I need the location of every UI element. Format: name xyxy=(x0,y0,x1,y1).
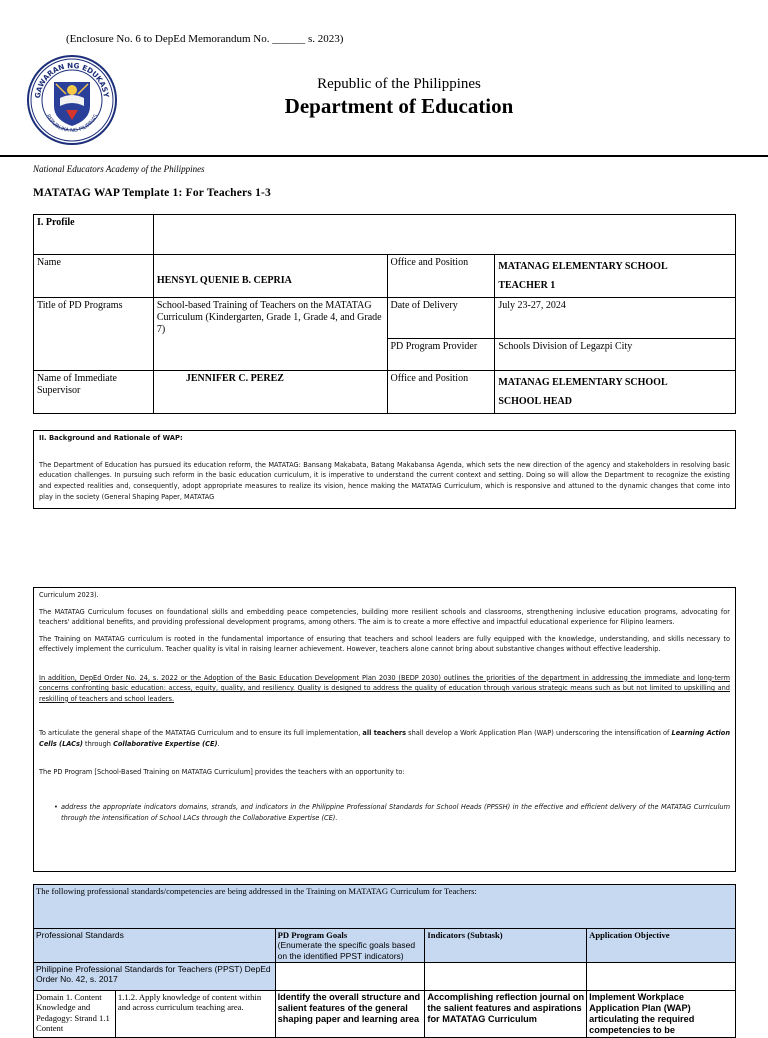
ppst-label: Philippine Professional Standards for Teachers (PPST) DepEd Order No. 42, s. 2017 xyxy=(34,963,276,991)
pd-title-label: Title of PD Programs xyxy=(34,298,154,371)
background-para1-cont: Curriculum 2023). xyxy=(39,591,99,599)
standards-intro: The following professional standards/competencies are being addressed in the Training on MATATAG Curriculum for Teachers: xyxy=(34,885,736,929)
sup-office-position-label: Office and Position xyxy=(387,371,495,414)
name-label: Name xyxy=(34,255,154,298)
col-application-objective: Application Objective xyxy=(587,929,736,963)
provider-label: PD Program Provider xyxy=(387,339,495,371)
background-para3: The Training on MATATAG curriculum is rooted in the fundamental importance of ensuring that teachers and school leaders are fully equipped with the knowledge, understanding, and skills necessary to effectively implement the curriculum. Teacher quality is vital in raising learner achievement. However, teachers alone cannot bring about substantive changes without effective leadership. xyxy=(39,634,730,654)
bullet-text: address the appropriate indicators domains, strands, and indicators in the Philippine Professional Standards for School Heads (PPSSH) in the effective and efficient delivery of the MATATAG Curriculum through the intensification of School LACs through the Collaborative Expertise (CE). xyxy=(61,803,730,822)
position-value: TEACHER 1 xyxy=(498,280,556,291)
col-indicators: Indicators (Subtask) xyxy=(425,929,587,963)
col-goals-sub: (Enumerate the specific goals based on the identified PPST indicators) xyxy=(277,940,416,961)
academy-name: National Educators Academy of the Philippines xyxy=(33,164,205,174)
ppst-empty-goals xyxy=(275,963,425,991)
indicator-cell: 1.1.2. Apply knowledge of content within and across curriculum teaching area. xyxy=(115,991,275,1038)
sup-office-position-value xyxy=(495,371,736,414)
profile-empty-cell xyxy=(153,215,735,255)
office-value: MATANAG ELEMENTARY SCHOOL xyxy=(498,261,668,272)
col-professional-standards: Professional Standards xyxy=(34,929,276,963)
name-value: HENSYL QUENIE B. CEPRIA xyxy=(153,255,387,298)
para5-c: shall develop a Work Application Plan (WAP) underscoring the intensification of xyxy=(406,729,672,738)
office-position-label: Office and Position xyxy=(387,255,495,298)
background-heading: II. Background and Rationale of WAP: xyxy=(39,434,183,442)
para5-e: through xyxy=(82,739,114,748)
delivery-value: July 23-27, 2024 xyxy=(495,298,736,339)
profile-table xyxy=(33,214,736,414)
objective-cell: Implement Workplace Application Plan (WAP) articulating the required competencies to be xyxy=(587,991,736,1038)
goal-cell: Identify the overall structure and salient features of the general shaping paper and learning area xyxy=(275,991,425,1038)
delivery-label: Date of Delivery xyxy=(387,298,495,339)
background-box-part2 xyxy=(33,587,736,872)
col-goals-title: PD Program Goals xyxy=(277,930,348,940)
domain-cell: Domain 1. Content Knowledge and Pedagogy: Strand 1.1 Content xyxy=(34,991,116,1038)
sup-position-value: SCHOOL HEAD xyxy=(498,396,572,407)
template-title: MATATAG WAP Template 1: For Teachers 1-3 xyxy=(33,187,271,199)
ppst-empty-indicators xyxy=(425,963,587,991)
background-para2: The MATATAG Curriculum focuses on foundational skills and embedding peace competencies, building more resilient schools and classrooms, strengthening inclusive education programs, advocating for teachers' additional benefits, and providing professional development programs, among others. The aim is to create a more effective and impactful educational experience for Filipino learners. xyxy=(39,607,730,627)
bullet-dot-icon: • xyxy=(54,803,58,812)
office-position-value xyxy=(495,255,736,298)
bullet-item xyxy=(39,802,730,823)
svg-text:KAGAWARAN NG EDUKASYON: GAWARAN NG EDUKASY xyxy=(32,60,111,99)
pd-title-value: School-based Training of Teachers on the MATATAG Curriculum (Kindergarten, Grade 1, Grade 4, and Grade 7) xyxy=(153,298,387,371)
subtask-cell: Accomplishing reflection journal on the salient features and aspirations for MATATAG Curriculum xyxy=(425,991,587,1038)
para5-b: all teachers xyxy=(362,729,407,738)
background-box-part1 xyxy=(33,430,736,509)
background-para6: The PD Program [School-Based Training on MATATAG Curriculum] provides the teachers with an opportunity to: xyxy=(39,768,405,777)
background-para4: In addition, DepEd Order No. 24, s. 2022 or the Adoption of the Basic Education Development Plan 2030 (BEDP 2030) outlines the priorities of the department in addressing the immediate and long-term concerns confronting basic education: access, equity, quality, and resiliency. Quality is designed to address the quality of education through various strategic means such as but not limited to upskilling and reskilling of teachers and school leaders. xyxy=(39,673,730,703)
ppst-empty-objective xyxy=(587,963,736,991)
enclosure-note: (Enclosure No. 6 to DepEd Memorandum No. ______ s. 2023) xyxy=(66,33,344,45)
para5-g: . xyxy=(217,739,220,748)
col-pd-goals xyxy=(275,929,425,963)
background-para1: The Department of Education has pursued its education reform, the MATATAG: Bansang Makabata, Batang Makabansa Agenda, which sets the new direction of the agency and stakeholders in resolving basic education challenges. In pursuing such reform in the basic education curriculum, it is imperative to understand the current context and setting. Doing so will allow the Department to recognize the existing and expected realities and, consequently, adopt appropriate measures to realize its vision, hence making the MATATAG Curriculum, which is responsive and attuned to the dynamic changes that come into play in the society (General Shaping Paper, MATATAG xyxy=(39,460,730,501)
department-heading: Department of Education xyxy=(284,94,514,118)
provider-value: Schools Division of Legazpi City xyxy=(495,339,736,371)
para5-d: Learning Action Cells (LACs) xyxy=(39,729,731,748)
para5-a: To articulate the general shape of the MATATAG Curriculum and to ensure its full implementation, xyxy=(39,729,363,738)
standards-table xyxy=(33,884,736,1038)
svg-text:REPUBLIKA NG PILIPINAS: REPUBLIKA NG PILIPINAS xyxy=(44,113,100,135)
sup-office-value: MATANAG ELEMENTARY SCHOOL xyxy=(498,377,668,388)
supervisor-value: JENNIFER C. PEREZ xyxy=(153,371,387,414)
supervisor-label: Name of Immediate Supervisor xyxy=(34,371,154,414)
para5-f: Collaborative Expertise (CE) xyxy=(113,739,218,748)
republic-heading: Republic of the Philippines xyxy=(317,76,481,92)
background-para5 xyxy=(39,728,730,749)
header-divider xyxy=(0,155,768,157)
profile-section-label: I. Profile xyxy=(34,215,154,255)
